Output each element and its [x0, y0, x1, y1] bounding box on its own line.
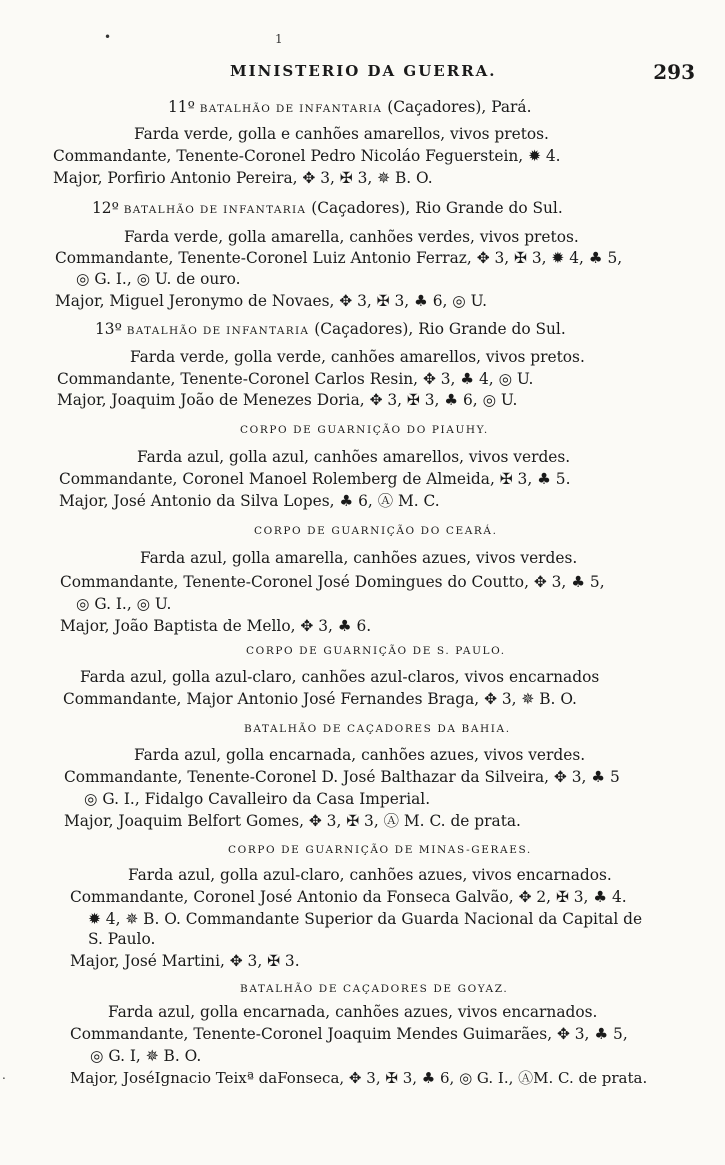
- section-number: 13º: [95, 320, 122, 338]
- text-line: Major, Joaquim Belfort Gomes, ✥ 3, ✠ 3, Ⓐ M. C. de prata.: [64, 812, 521, 830]
- left-edge-mark: .: [2, 1068, 6, 1082]
- text-line: Commandante, Tenente-Coronel Pedro Nicoláo Feguerstein, ✹ 4.: [53, 147, 561, 165]
- section-heading-rest: (Caçadores), Rio Grande do Sul.: [314, 320, 566, 338]
- text-line: Commandante, Coronel Manoel Rolemberg de Almeida, ✠ 3, ♣ 5.: [59, 470, 571, 488]
- page-header: [60, 62, 695, 86]
- section-heading-ceara: CORPO DE GUARNIÇÃO DO CEARÁ.: [254, 525, 498, 537]
- section-heading-caps: BATALHÃO DE INFANTARIA: [126, 325, 310, 337]
- page-number: 293: [653, 60, 695, 84]
- text-line: Commandante, Tenente-Coronel Joaquim Mendes Guimarães, ✥ 3, ♣ 5,: [70, 1025, 628, 1043]
- section-heading-12: [92, 199, 563, 219]
- text-line: Farda azul, golla encarnada, canhões azues, vivos encarnados.: [108, 1003, 598, 1021]
- text-line: Farda azul, golla azul-claro, canhões azues, vivos encarnados.: [128, 866, 612, 884]
- text-line: Farda azul, golla encarnada, canhões azues, vivos verdes.: [134, 746, 586, 764]
- section-heading-sao-paulo: CORPO DE GUARNIÇÃO DE S. PAULO.: [246, 645, 506, 657]
- text-line: Commandante, Major Antonio José Fernandes Braga, ✥ 3, ✵ B. O.: [63, 690, 577, 708]
- text-line: S. Paulo.: [88, 930, 156, 948]
- section-heading-11: [168, 98, 531, 118]
- section-heading-goyaz: BATALHÃO DE CAÇADORES DE GOYAZ.: [240, 983, 509, 995]
- text-line: Commandante, Coronel José Antonio da Fonseca Galvão, ✥ 2, ✠ 3, ♣ 4.: [70, 888, 627, 906]
- section-number: 11º: [168, 98, 195, 116]
- text-line: ◎ G. I., ◎ U.: [76, 595, 172, 613]
- running-title: MINISTERIO DA GUERRA.: [230, 62, 497, 80]
- section-heading-piauhy: CORPO DE GUARNIÇÃO DO PIAUHY.: [240, 424, 489, 436]
- top-dot-mark: •: [104, 30, 112, 44]
- text-line: Farda verde, golla amarella, canhões verdes, vivos pretos.: [124, 228, 579, 246]
- text-line: Major, Miguel Jeronymo de Novaes, ✥ 3, ✠ 3, ♣ 6, ◎ U.: [55, 292, 488, 310]
- section-heading-rest: (Caçadores), Rio Grande do Sul.: [311, 199, 563, 217]
- text-line: Farda azul, golla azul, canhões amarellos, vivos verdes.: [137, 448, 571, 466]
- text-line: Commandante, Tenente-Coronel D. José Balthazar da Silveira, ✥ 3, ♣ 5: [64, 768, 620, 786]
- text-line: ◎ G. I, ✵ B. O.: [90, 1047, 202, 1065]
- text-line: Major, JoséIgnacio Teixª daFonseca, ✥ 3, ✠ 3, ♣ 6, ◎ G. I., ⒶM. C. de prata.: [70, 1069, 648, 1087]
- text-line: Major, José Martini, ✥ 3, ✠ 3.: [70, 952, 300, 970]
- top-tick-mark: 1: [275, 32, 283, 46]
- section-number: 12º: [92, 199, 119, 217]
- section-heading-13: [95, 320, 566, 340]
- section-heading-caps: BATALHÃO DE INFANTARIA: [199, 103, 383, 115]
- section-heading-rest: (Caçadores), Pará.: [387, 98, 532, 116]
- text-line: Farda azul, golla amarella, canhões azues, vivos verdes.: [140, 549, 578, 567]
- text-line: Commandante, Tenente-Coronel José Domingues do Coutto, ✥ 3, ♣ 5,: [60, 573, 605, 591]
- text-line: Commandante, Tenente-Coronel Luiz Antonio Ferraz, ✥ 3, ✠ 3, ✹ 4, ♣ 5,: [55, 249, 623, 267]
- text-line: ◎ G. I., Fidalgo Cavalleiro da Casa Imperial.: [84, 790, 431, 808]
- text-line: Farda verde, golla e canhões amarellos, vivos pretos.: [134, 125, 549, 143]
- section-heading-caps: BATALHÃO DE INFANTARIA: [123, 204, 307, 216]
- text-line: Major, José Antonio da Silva Lopes, ♣ 6, Ⓐ M. C.: [59, 492, 440, 510]
- text-line: Farda azul, golla azul-claro, canhões azul-claros, vivos encarnados: [80, 668, 600, 686]
- text-line: Commandante, Tenente-Coronel Carlos Resin, ✥ 3, ♣ 4, ◎ U.: [57, 370, 534, 388]
- section-heading-bahia: BATALHÃO DE CAÇADORES DA BAHIA.: [244, 723, 511, 735]
- text-line: Farda verde, golla verde, canhões amarellos, vivos pretos.: [130, 348, 585, 366]
- text-line: Major, João Baptista de Mello, ✥ 3, ♣ 6.: [60, 617, 372, 635]
- text-line: ✹ 4, ✵ B. O. Commandante Superior da Guarda Nacional da Capital de: [88, 910, 643, 928]
- text-line: Major, Joaquim João de Menezes Doria, ✥ 3, ✠ 3, ♣ 6, ◎ U.: [57, 391, 518, 409]
- text-line: ◎ G. I., ◎ U. de ouro.: [76, 270, 241, 288]
- section-heading-minas-geraes: CORPO DE GUARNIÇÃO DE MINAS-GERAES.: [228, 844, 532, 856]
- text-line: Major, Porfirio Antonio Pereira, ✥ 3, ✠ 3, ✵ B. O.: [53, 169, 433, 187]
